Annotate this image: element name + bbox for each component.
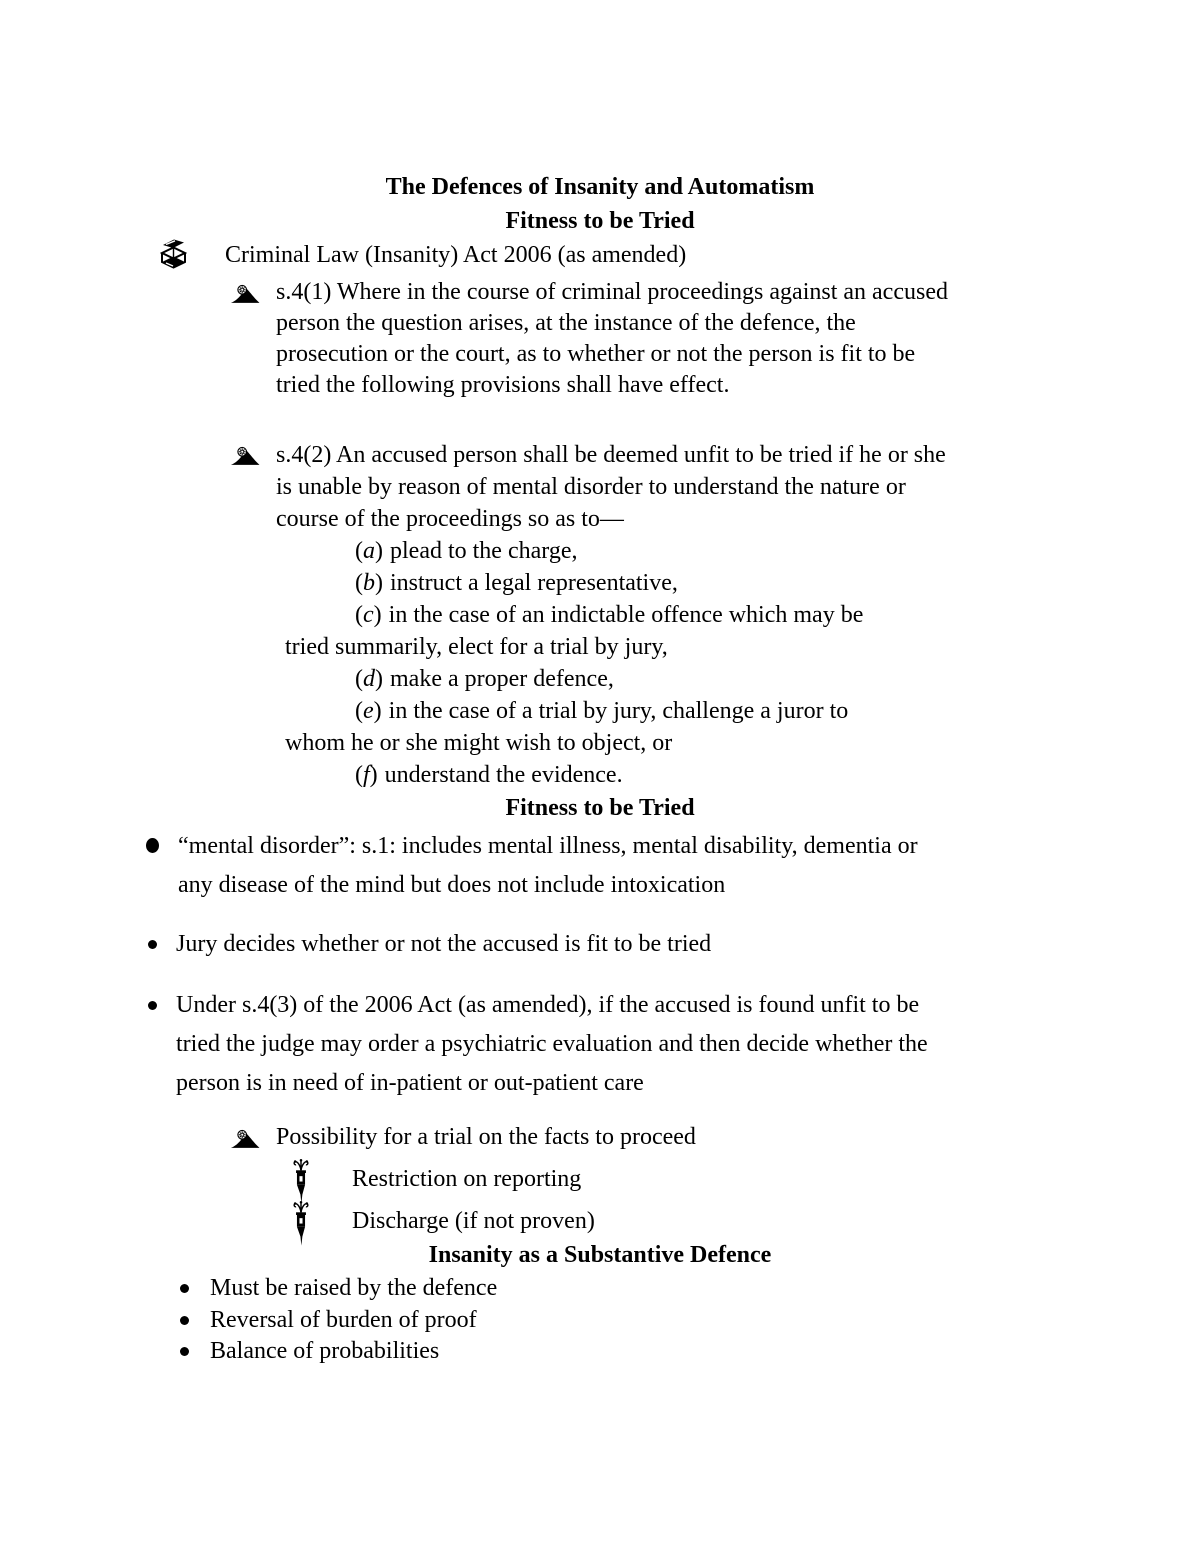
text-line: course of the proceedings so as to—: [276, 506, 624, 532]
bullet-text-block: [157, 986, 928, 1103]
bullet-item-burden: [140, 1305, 1060, 1337]
sub-item-letter: f: [363, 762, 370, 788]
mountain-icon: [230, 439, 260, 470]
text-line: person the question arises, at the instance of the defence, the: [276, 310, 856, 336]
books-icon: [160, 240, 187, 271]
text-line: Must be raised by the defence: [210, 1275, 498, 1301]
dot-bullet-icon: [148, 940, 157, 949]
text-line: Balance of probabilities: [210, 1338, 440, 1364]
text-line: Reversal of burden of proof: [210, 1306, 477, 1333]
document-title: The Defences of Insanity and Automatism: [385, 174, 815, 200]
sub-item-f: [355, 759, 946, 791]
text-line: tried the judge may order a psychiatric evaluation and then decide whether the: [176, 1031, 928, 1057]
text-line: “mental disorder”: s.1: includes mental illness, mental disability, dementia or: [178, 833, 918, 859]
sub-item-letter: a: [363, 538, 375, 564]
sub-item-text: in the case of an indictable offence which may be: [388, 602, 864, 628]
sub-item-c: [355, 599, 946, 631]
text-line: tried the following provisions shall have effect.: [276, 372, 730, 398]
sub-item-c-continuation: tried summarily, elect for a trial by jury,: [285, 634, 668, 660]
fitness-heading: Fitness to be Tried: [505, 795, 695, 821]
sub-item-d: [355, 663, 946, 695]
text-line: Jury decides whether or not the accused is fit to be tried: [176, 931, 712, 957]
sub-item-text: instruct a legal representative,: [390, 570, 678, 596]
paren-close: ): [369, 762, 378, 788]
paren-close: ): [375, 538, 383, 564]
bullet-item-jury: [140, 925, 1060, 964]
trial-text: Possibility for a trial on the facts to proceed: [276, 1124, 696, 1150]
mountain-icon: [230, 277, 260, 308]
bullet-item-mental-disorder: [140, 827, 1060, 905]
sub-item-text: make a proper defence,: [390, 666, 614, 692]
bullet-text-block: [159, 827, 918, 905]
bullet-item-s43: [140, 986, 1060, 1103]
sub-item-e-continuation: whom he or she might wish to object, or: [285, 730, 673, 756]
paren-open: (: [355, 602, 363, 628]
text-line: any disease of the mind but does not include intoxication: [178, 872, 726, 898]
sub-item-text: plead to the charge,: [390, 538, 578, 564]
paren-close: ): [373, 602, 382, 628]
paren-open: (: [355, 698, 363, 724]
quill-pen-icon: [292, 1206, 310, 1237]
bullet-item-defence: [140, 1273, 1060, 1305]
insanity-heading: Insanity as a Substantive Defence: [428, 1242, 772, 1268]
paren-open: (: [355, 666, 363, 692]
text-line: Under s.4(3) of the 2006 Act (as amended), if the accused is found unfit to be: [176, 992, 920, 1018]
text-line: s.4(1) Where in the course of criminal proceedings against an accused: [276, 279, 948, 305]
mountain-icon: [230, 1122, 260, 1153]
s41-list-item: [140, 277, 1060, 401]
text-line: person is in need of in-patient or out-patient care: [176, 1070, 644, 1096]
reporting-list-item: [140, 1164, 1060, 1195]
discharge-list-item: [140, 1206, 1060, 1237]
text-line: is unable by reason of mental disorder to understand the nature or: [276, 474, 906, 500]
trial-list-item: [140, 1122, 1060, 1153]
s41-paragraph: [276, 277, 948, 401]
sub-item-letter: e: [363, 698, 374, 724]
quill-pen-icon: [292, 1164, 310, 1195]
insanity-bullet-list: [140, 1273, 1060, 1368]
sub-item-letter: b: [363, 570, 375, 596]
reporting-text: Restriction on reporting: [352, 1166, 582, 1192]
dot-bullet-icon: [146, 838, 159, 853]
act-list-item: [140, 240, 1060, 271]
paren-close: ): [375, 570, 383, 596]
discharge-text: Discharge (if not proven): [352, 1208, 595, 1234]
paren-open: (: [355, 762, 363, 788]
bullet-item-probabilities: [140, 1336, 1060, 1368]
act-text: Criminal Law (Insanity) Act 2006 (as amended): [225, 242, 687, 268]
sub-item-b: [355, 567, 946, 599]
bullet-text-block: [157, 925, 711, 964]
sub-item-e: [355, 695, 946, 727]
sub-item-letter: d: [363, 666, 375, 692]
dot-bullet-icon: [148, 1001, 157, 1010]
dot-bullet-icon: [180, 1347, 189, 1356]
paren-close: ): [375, 666, 383, 692]
sub-item-letter: c: [363, 602, 374, 628]
paren-open: (: [355, 570, 363, 596]
s42-paragraph: [276, 439, 946, 791]
dot-bullet-icon: [180, 1316, 189, 1325]
s42-list-item: [140, 439, 1060, 791]
sub-item-text: in the case of a trial by jury, challenge a juror to: [388, 698, 849, 724]
document-subtitle: Fitness to be Tried: [505, 208, 695, 234]
paren-close: ): [373, 698, 382, 724]
text-line: s.4(2) An accused person shall be deemed unfit to be tried if he or she: [276, 442, 946, 468]
sub-item-a: [355, 535, 946, 567]
paren-open: (: [355, 538, 363, 564]
dot-bullet-icon: [180, 1284, 189, 1293]
sub-item-text: understand the evidence.: [384, 762, 623, 788]
text-line: prosecution or the court, as to whether or not the person is fit to be: [276, 341, 916, 367]
